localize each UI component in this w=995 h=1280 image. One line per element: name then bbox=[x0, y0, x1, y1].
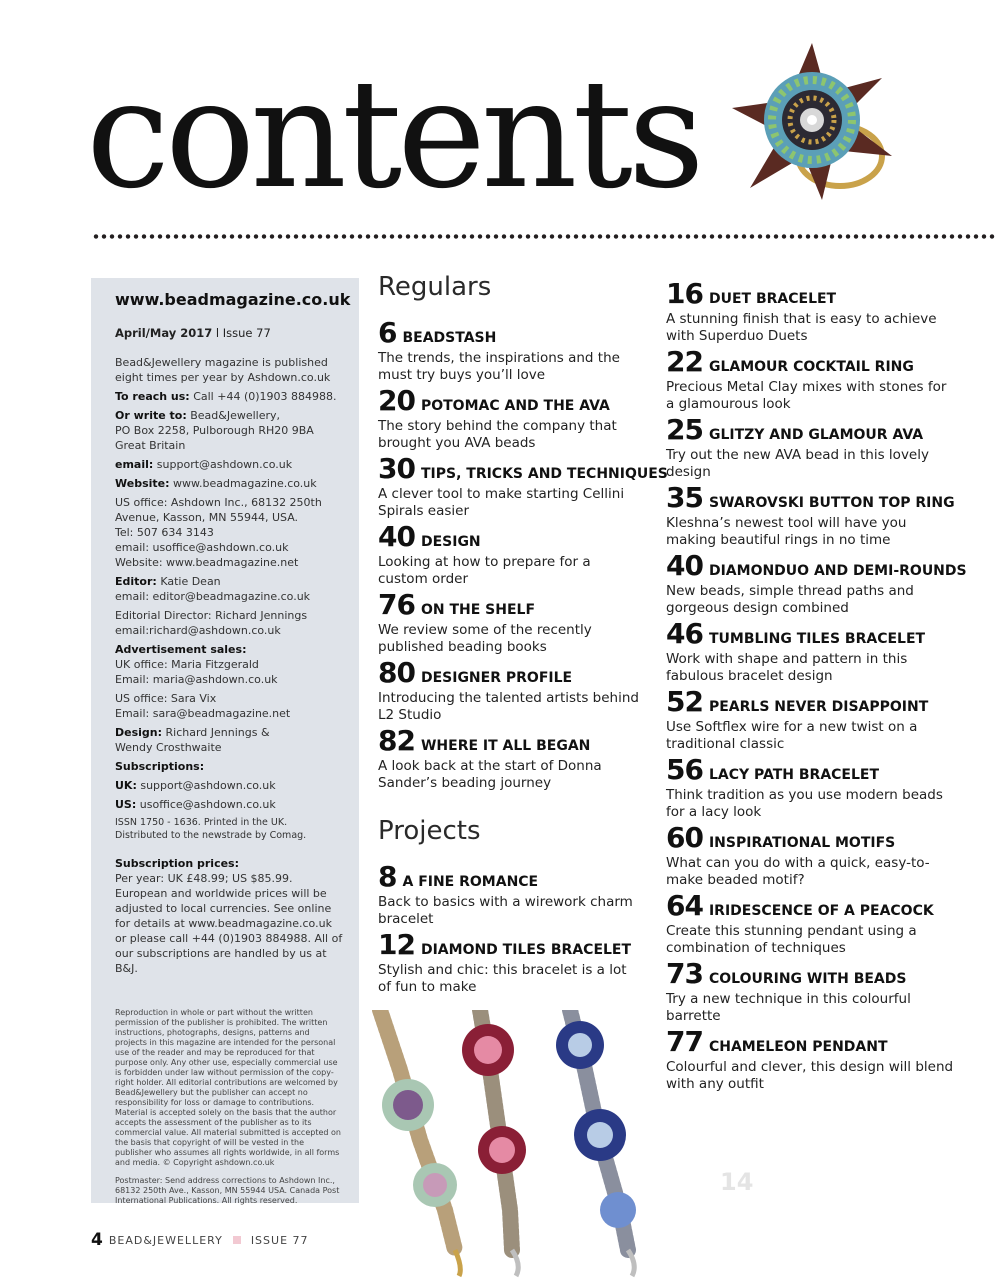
footer-square-icon bbox=[233, 1236, 241, 1244]
contents-entry[interactable] bbox=[378, 590, 643, 656]
entry-desc: Introducing the talented artists behind L2 Studio bbox=[378, 690, 639, 723]
design-names-2: Wendy Crosthwaite bbox=[115, 741, 222, 754]
entry-desc: Try out the new AVA bead in this lovely design bbox=[666, 447, 929, 480]
footer-magazine: BEAD&JEWELLERY bbox=[108, 1233, 223, 1247]
entry-desc: Kleshna’s newest tool will have you making beautiful rings in no time bbox=[666, 515, 907, 548]
entry-title: LACY PATH BRACELET bbox=[708, 767, 880, 783]
masthead-sidebar bbox=[91, 278, 359, 1203]
subscriptions bbox=[115, 759, 343, 774]
issn-2: Distributed to the newstrade by Comag. bbox=[115, 830, 307, 841]
entry-page: 76 bbox=[378, 588, 415, 621]
editorial-director bbox=[115, 608, 343, 638]
contents-entry[interactable] bbox=[378, 452, 668, 520]
subs-us-value[interactable]: usoffice@ashdown.co.uk bbox=[139, 798, 276, 811]
write-line-3: Great Britain bbox=[115, 439, 186, 452]
entry-title: DIAMOND TILES BRACELET bbox=[420, 942, 632, 958]
bracelets-photo bbox=[360, 1010, 720, 1280]
entry-desc: A clever tool to make starting Cellini Spirals easier bbox=[378, 486, 625, 519]
contents-entry[interactable] bbox=[378, 862, 643, 928]
entry-page: 60 bbox=[666, 821, 703, 854]
entry-page: 80 bbox=[378, 656, 415, 689]
entry-desc: Looking at how to prepare for a custom order bbox=[378, 554, 591, 587]
contents-entry[interactable] bbox=[666, 823, 956, 889]
projects-heading: Projects bbox=[378, 816, 481, 846]
us-office-5: Website: www.beadmagazine.net bbox=[115, 556, 299, 569]
subs-uk bbox=[115, 778, 343, 793]
website-line bbox=[115, 476, 343, 491]
entry-title: DESIGN bbox=[420, 534, 481, 550]
us-office-2: Avenue, Kasson, MN 55944, USA. bbox=[115, 511, 299, 524]
issue-number: Issue 77 bbox=[222, 326, 271, 340]
entry-desc: Create this stunning pendant using a combination of techniques bbox=[666, 923, 917, 956]
entry-page: 8 bbox=[378, 860, 397, 893]
ads-us: US office: Sara Vix bbox=[115, 692, 217, 705]
ed-dir-email: email:richard@ashdown.co.uk bbox=[115, 624, 281, 637]
us-office-1: US office: Ashdown Inc., 68132 250th bbox=[115, 496, 322, 509]
entry-page: 20 bbox=[378, 384, 415, 417]
prices-text: Per year: UK £48.99; US $85.99. European and worldwide prices will be adjusted to local currencies. See online for details at www.beadmagazine.co.uk or please call +44 (0)1903 884988. All of our subscriptions are handled by us at B&J. bbox=[115, 872, 343, 975]
entry-title: POTOMAC AND THE AVA bbox=[420, 398, 610, 414]
subscription-prices bbox=[115, 856, 343, 976]
reach-label: To reach us: bbox=[115, 390, 190, 403]
contents-entry[interactable] bbox=[378, 726, 643, 792]
us-office bbox=[115, 495, 343, 570]
entry-page: 77 bbox=[666, 1025, 703, 1058]
reach-us bbox=[115, 389, 343, 404]
reach-value: Call +44 (0)1903 884988. bbox=[193, 390, 337, 403]
entry-page: 46 bbox=[666, 617, 703, 650]
entry-desc: Think tradition as you use modern beads for a lacy look bbox=[666, 787, 943, 820]
contents-entry[interactable] bbox=[378, 318, 643, 384]
entry-title: GLITZY AND GLAMOUR AVA bbox=[708, 427, 924, 443]
prices-label: Subscription prices: bbox=[115, 857, 240, 870]
email-label: email: bbox=[115, 458, 154, 471]
ad-sales-us bbox=[115, 691, 343, 721]
entry-desc: A stunning finish that is easy to achieve with Superduo Duets bbox=[666, 311, 937, 344]
entry-page: 22 bbox=[666, 345, 703, 378]
website-label: Website: bbox=[115, 477, 170, 490]
entry-title: INSPIRATIONAL MOTIFS bbox=[708, 835, 896, 851]
entry-title: IRIDESCENCE OF A PEACOCK bbox=[708, 903, 934, 919]
entry-desc: Colourful and clever, this design will blend with any outfit bbox=[666, 1059, 954, 1092]
publish-note: Bead&Jewellery magazine is published eight times per year by Ashdown.co.uk bbox=[115, 356, 331, 384]
us-office-4: email: usoffice@ashdown.co.uk bbox=[115, 541, 289, 554]
entry-page: 16 bbox=[666, 277, 703, 310]
editor bbox=[115, 574, 343, 604]
legal-notice: Reproduction in whole or part without the written permission of the publisher is prohibited. The written instructions, photographs, designs, patterns and projects in this magazine are intended for the personal use of the reader and may be reproduced for that purpose only. Any other use, especially commercial use is forbidden under law without permission of the copy-right holder. All editorial contributions are welcomed by Bead&Jewellery but the publisher can accept no responsibility for loss or damage to contributions. Material is accepted solely on the basis that the author accepts the assessment of the publisher as to its commercial value. All material submitted is accepted on the basis that copyright of will be vested in the publisher who assumes all rights worldwide, in all forms and media. © Copyright ashdown.co.uk bbox=[115, 1008, 341, 1167]
subs-us-label: US: bbox=[115, 798, 137, 811]
write-to bbox=[115, 408, 343, 453]
email-value[interactable]: support@ashdown.co.uk bbox=[156, 458, 293, 471]
entry-desc: New beads, simple thread paths and gorgeous design combined bbox=[666, 583, 914, 616]
contents-entry[interactable] bbox=[378, 522, 643, 588]
entry-title: GLAMOUR COCKTAIL RING bbox=[708, 359, 914, 375]
contents-entry[interactable] bbox=[666, 549, 967, 617]
subs-us bbox=[115, 797, 343, 812]
entry-title: A FINE ROMANCE bbox=[402, 874, 539, 890]
subs-uk-label: UK: bbox=[115, 779, 137, 792]
subs-uk-value[interactable]: support@ashdown.co.uk bbox=[140, 779, 276, 792]
entry-page: 56 bbox=[666, 753, 703, 786]
issue-separator: l bbox=[215, 326, 220, 340]
entry-title: WHERE IT ALL BEGAN bbox=[420, 738, 591, 754]
entry-title: TUMBLING TILES BRACELET bbox=[708, 631, 926, 647]
contents-entry[interactable] bbox=[666, 415, 956, 481]
editor-name: Katie Dean bbox=[160, 575, 221, 588]
entry-title: COLOURING WITH BEADS bbox=[708, 971, 907, 987]
entry-desc: The story behind the company that brought you AVA beads bbox=[378, 418, 617, 451]
entry-title: DESIGNER PROFILE bbox=[420, 670, 573, 686]
page-number: 4 bbox=[91, 1230, 103, 1250]
entry-desc: The trends, the inspirations and the must try buys you’ll love bbox=[378, 350, 620, 383]
design-label: Design: bbox=[115, 726, 163, 739]
entry-desc: Stylish and chic: this bracelet is a lot of fun to make bbox=[378, 962, 627, 995]
email-line bbox=[115, 457, 343, 472]
contents-entry[interactable] bbox=[666, 279, 956, 345]
entry-page: 40 bbox=[666, 549, 703, 582]
design-names-1: Richard Jennings & bbox=[165, 726, 270, 739]
entry-title: ON THE SHELF bbox=[420, 602, 536, 618]
entry-title: DUET BRACELET bbox=[708, 291, 837, 307]
contents-entry[interactable] bbox=[666, 891, 956, 957]
ads-uk: UK office: Maria Fitzgerald bbox=[115, 658, 259, 671]
entry-desc: What can you do with a quick, easy-to-make beaded motif? bbox=[666, 855, 930, 888]
entry-page: 73 bbox=[666, 957, 703, 990]
photo-page-label: 14 bbox=[720, 1168, 754, 1196]
editor-email: email: editor@beadmagazine.co.uk bbox=[115, 590, 311, 603]
ed-dir-name: Editorial Director: Richard Jennings bbox=[115, 609, 308, 622]
ad-sales bbox=[115, 642, 343, 687]
entry-page: 25 bbox=[666, 413, 703, 446]
entry-page: 12 bbox=[378, 928, 415, 961]
website-value[interactable]: www.beadmagazine.co.uk bbox=[173, 477, 317, 490]
contents-entry[interactable] bbox=[666, 483, 956, 549]
contents-entry[interactable] bbox=[378, 658, 643, 724]
entry-desc: Precious Metal Clay mixes with stones for a glamourous look bbox=[666, 379, 947, 412]
footer-issue: ISSUE 77 bbox=[250, 1233, 309, 1247]
write-label: Or write to: bbox=[115, 409, 187, 422]
write-line-1: Bead&Jewellery, bbox=[190, 409, 281, 422]
contents-entry[interactable] bbox=[666, 687, 956, 753]
entry-desc: Try a new technique in this colourful barrette bbox=[666, 991, 911, 1024]
entry-title: CHAMELEON PENDANT bbox=[708, 1039, 888, 1055]
entry-page: 6 bbox=[378, 316, 397, 349]
beaded-ring-photo bbox=[722, 38, 902, 203]
entry-title: BEADSTASH bbox=[402, 330, 497, 346]
contents-entry[interactable] bbox=[378, 930, 643, 996]
editor-label: Editor: bbox=[115, 575, 157, 588]
entry-page: 40 bbox=[378, 520, 415, 553]
dotted-divider bbox=[92, 234, 995, 239]
contents-entry[interactable] bbox=[666, 619, 956, 685]
entry-desc: A look back at the start of Donna Sander’s beading journey bbox=[378, 758, 602, 791]
issue-info bbox=[115, 326, 343, 341]
subs-label: Subscriptions: bbox=[115, 760, 205, 773]
ads-us-email: Email: sara@beadmagazine.net bbox=[115, 707, 291, 720]
entry-page: 64 bbox=[666, 889, 703, 922]
ads-label: Advertisement sales: bbox=[115, 643, 247, 656]
page-title: contents bbox=[86, 48, 700, 222]
issue-date: April/May 2017 bbox=[115, 326, 213, 340]
entry-desc: Use Softflex wire for a new twist on a traditional classic bbox=[666, 719, 918, 752]
contents-entry[interactable] bbox=[666, 347, 956, 413]
issn-1: ISSN 1750 - 1636. Printed in the UK. bbox=[115, 817, 288, 828]
contents-entry[interactable] bbox=[666, 755, 956, 821]
us-office-3: Tel: 507 634 3143 bbox=[115, 526, 214, 539]
contents-entry[interactable] bbox=[378, 386, 643, 452]
entry-desc: Work with shape and pattern in this fabulous bracelet design bbox=[666, 651, 908, 684]
entry-title: PEARLS NEVER DISAPPOINT bbox=[708, 699, 929, 715]
entry-title: SWAROVSKI BUTTON TOP RING bbox=[708, 495, 955, 511]
entry-desc: We review some of the recently published beading books bbox=[378, 622, 592, 655]
page-footer bbox=[91, 1230, 309, 1250]
entry-page: 52 bbox=[666, 685, 703, 718]
ads-uk-email: Email: maria@ashdown.co.uk bbox=[115, 673, 278, 686]
design-credit bbox=[115, 725, 343, 755]
postmaster-note: Postmaster: Send address corrections to Ashdown Inc., 68132 250th Ave., Kasson, MN 55944 USA. Canada Post International Publications. All rights reserved. bbox=[115, 1176, 340, 1205]
issn bbox=[115, 816, 343, 842]
entry-page: 82 bbox=[378, 724, 415, 757]
entry-title: TIPS, TRICKS AND TECHNIQUES bbox=[420, 466, 668, 482]
regulars-heading: Regulars bbox=[378, 272, 492, 302]
entry-page: 35 bbox=[666, 481, 703, 514]
website-url[interactable]: www.beadmagazine.co.uk bbox=[115, 290, 351, 309]
entry-desc: Back to basics with a wirework charm bracelet bbox=[378, 894, 633, 927]
entry-title: DIAMONDUO AND DEMI-ROUNDS bbox=[708, 563, 967, 579]
write-line-2: PO Box 2258, Pulborough RH20 9BA bbox=[115, 424, 314, 437]
entry-page: 30 bbox=[378, 452, 415, 485]
